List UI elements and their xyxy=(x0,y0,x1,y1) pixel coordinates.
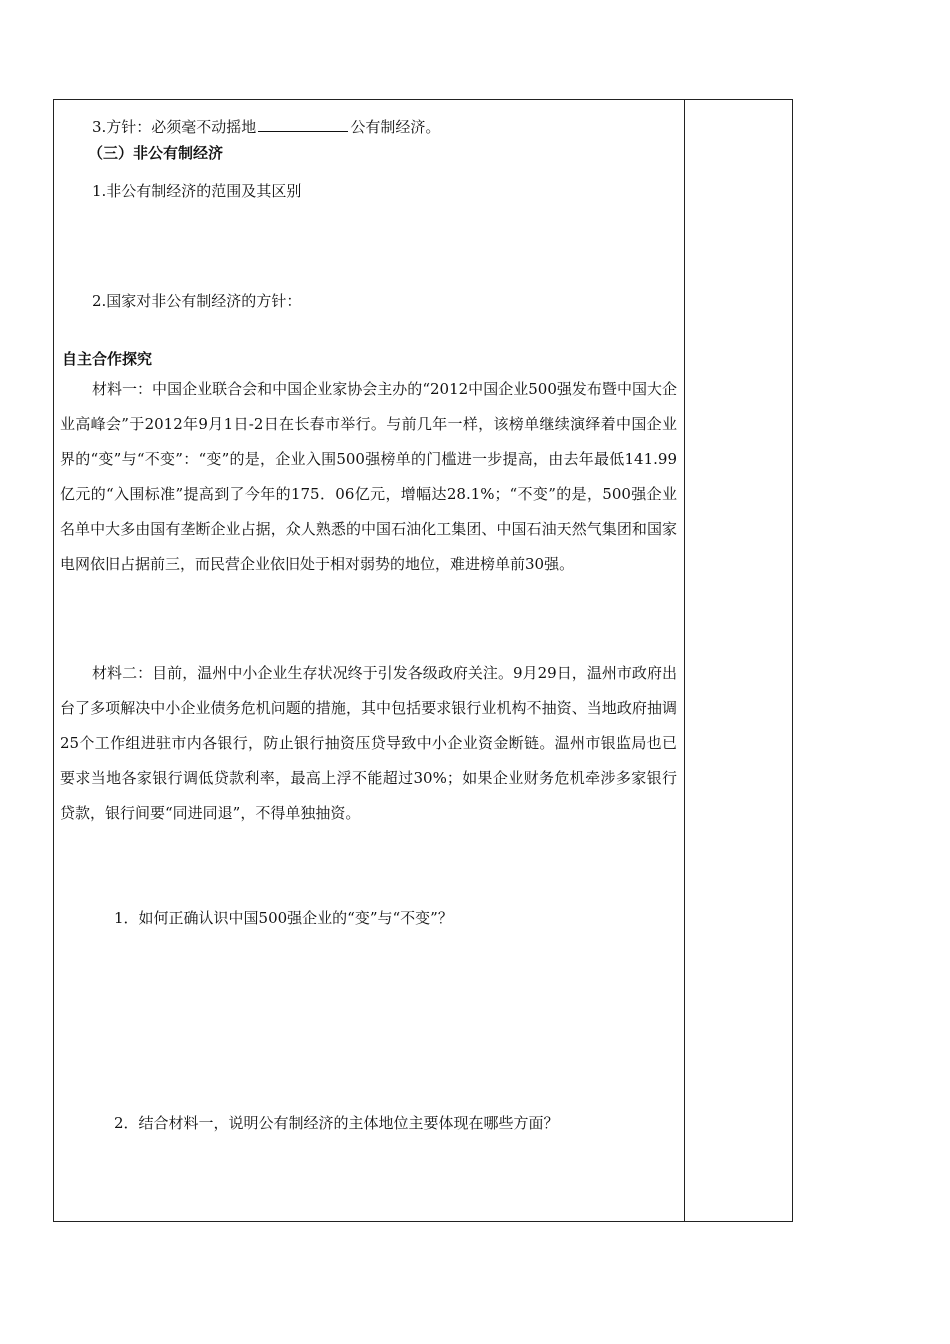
notes-column-divider xyxy=(684,99,685,1222)
inquiry-heading: 自主合作探究 xyxy=(62,350,153,368)
material-1 xyxy=(60,372,677,582)
non-public-item-2: 2.国家对非公有制经济的方针： xyxy=(92,292,302,310)
policy-item-3-suffix: 公有制经济。 xyxy=(350,118,441,136)
policy-item-3 xyxy=(92,116,440,138)
question-1: 1．如何正确认识中国500强企业的“变”与“不变”？ xyxy=(114,909,453,927)
question-2: 2．结合材料一，说明公有制经济的主体地位主要体现在哪些方面？ xyxy=(114,1114,559,1132)
material-2 xyxy=(60,656,677,831)
non-public-item-1: 1.非公有制经济的范围及其区别 xyxy=(92,182,302,200)
policy-item-3-prefix: 3.方针：必须毫不动摇地 xyxy=(92,118,257,136)
material-1-text: 材料一：中国企业联合会和中国企业家协会主办的“2012中国企业500强发布暨中国大企业高峰会”于2012年9月1日-2日在长春市举行。与前几年一样，该榜单继续演绎着中国企业界的“变”与“不变”：“变”的是，企业入围500强榜单的门槛进一步提高，由去年最低141.99亿元的“入围标准”提高到了今年的175．06亿元，增幅达28.1%；“不变”的是，500强企业名单中大多由国有垄断企业占据，众人熟悉的中国石油化工集团、中国石油天然气集团和国家电网依旧占据前三，而民营企业依旧处于相对弱势的地位，难进榜单前30强。 xyxy=(60,380,677,573)
material-2-text: 材料二：目前，温州中小企业生存状况终于引发各级政府关注。9月29日，温州市政府出台了多项解决中小企业债务危机问题的措施，其中包括要求银行业机构不抽资、当地政府抽调25个工作组进驻市内各银行，防止银行抽资压贷导致中小企业资金断链。温州市银监局也已要求当地各家银行调低贷款利率，最高上浮不能超过30%；如果企业财务危机牵涉多家银行贷款，银行间要“同进同退”，不得单独抽资。 xyxy=(60,664,677,822)
fill-in-blank[interactable] xyxy=(258,117,348,132)
section-heading-non-public: （三）非公有制经济 xyxy=(88,144,224,162)
